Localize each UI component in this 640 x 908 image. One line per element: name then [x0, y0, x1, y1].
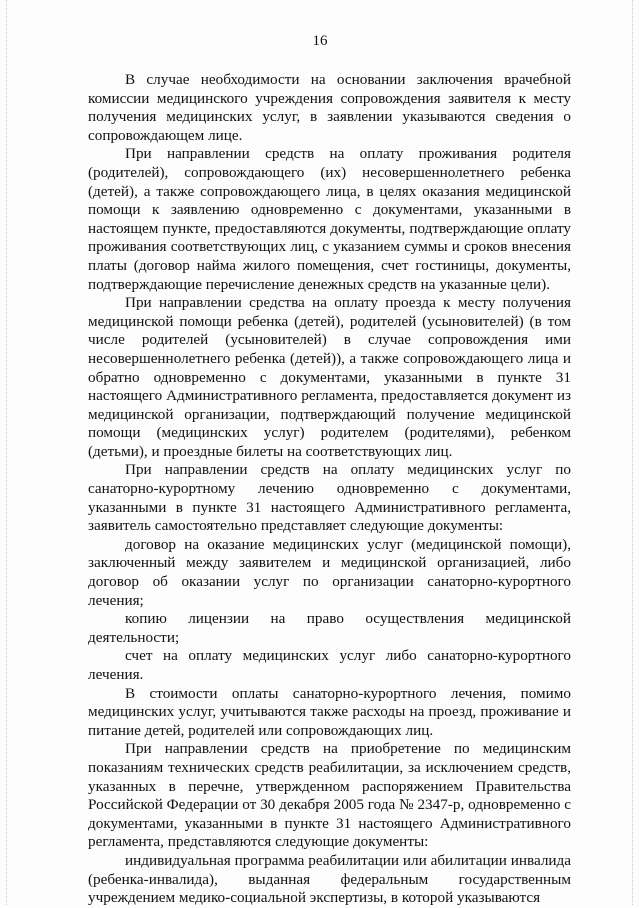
paragraph: индивидуальная программа реабилитации или абилитации инвалида (ребенка-инвалида), выданная федеральным государственным учреждением медико-социальной экспертизы, в которой указываются [88, 851, 571, 907]
page-number: 16 [312, 33, 328, 49]
paragraph: При направлении средств на оплату медицинских услуг по санаторно-курортному лечению одновременно с документами, указанными в пункте 31 настоящего Административного регламента, заявитель самостоятельно представляет следующие документы: [88, 461, 571, 535]
paragraph: В стоимости оплаты санаторно-курортного лечения, помимо медицинских услуг, учитываются также расходы на проезд, проживание и питание детей, родителей или сопровождающих лиц. [88, 684, 571, 739]
paragraph: договор на оказание медицинских услуг (медицинской помощи), заключенный между заявителем и медицинской организацией, либо договор об оказании услуг по организации санаторно-курортного лечения; [88, 535, 571, 609]
paragraph: При направлении средств на приобретение по медицинским показаниям технических средств реабилитации, за исключением средств, указанных в перечне, утвержденном распоряжением Правительства Российской Федерации от 30 декабря 2005 года № 2347-р, одновременно с документами, указанными в пункте 31 настоящего Административного регламента, представляются следующие документы: [88, 740, 571, 851]
paragraph: При направлении средства на оплату проезда к месту получения медицинской помощи ребенка (детей), родителей (усыновителей) (в том числе родителей (усыновителей) в случае сопровождения ими несовершеннолетнего ребенка (детей)), а также сопровождающего лица и обратно одновременно с документами, указанными в пункте 31 настоящего Административного регламента, предоставляется документ из медицинской организации, подтверждающий получение медицинской помощи (медицинских услуг) родителем (родителями), ребенком (детьми), и проездные билеты на соответствующих лиц. [88, 294, 571, 460]
paragraph: копию лицензии на право осуществления медицинской деятельности; [88, 610, 571, 646]
left-scan-edge [6, 0, 8, 905]
paragraph: В случае необходимости на основании заключения врачебной комиссии медицинского учреждения сопровождения заявителя к месту получения медицинских услуг, в заявлении указываются сведения о сопровождающем лице. [88, 71, 571, 144]
document-body [88, 71, 571, 908]
paragraph: счет на оплату медицинских услуг либо санаторно-курортного лечения. [88, 647, 571, 683]
paragraph: При направлении средств на оплату проживания родителя (родителей), сопровождающего (их) несовершеннолетнего ребенка (детей), а также сопровождающего лица, в целях оказания медицинской помощи к заявлению одновременно с документами, указанными в настоящем пункте, предоставляются документы, подтверждающие оплату проживания соответствующих лиц, с указанием суммы и сроков внесения платы (договор найма жилого помещения, счет гостиницы, документы, подтверждающие перечисление денежных средств на указанные цели). [88, 145, 571, 293]
right-scan-edge [632, 0, 634, 905]
